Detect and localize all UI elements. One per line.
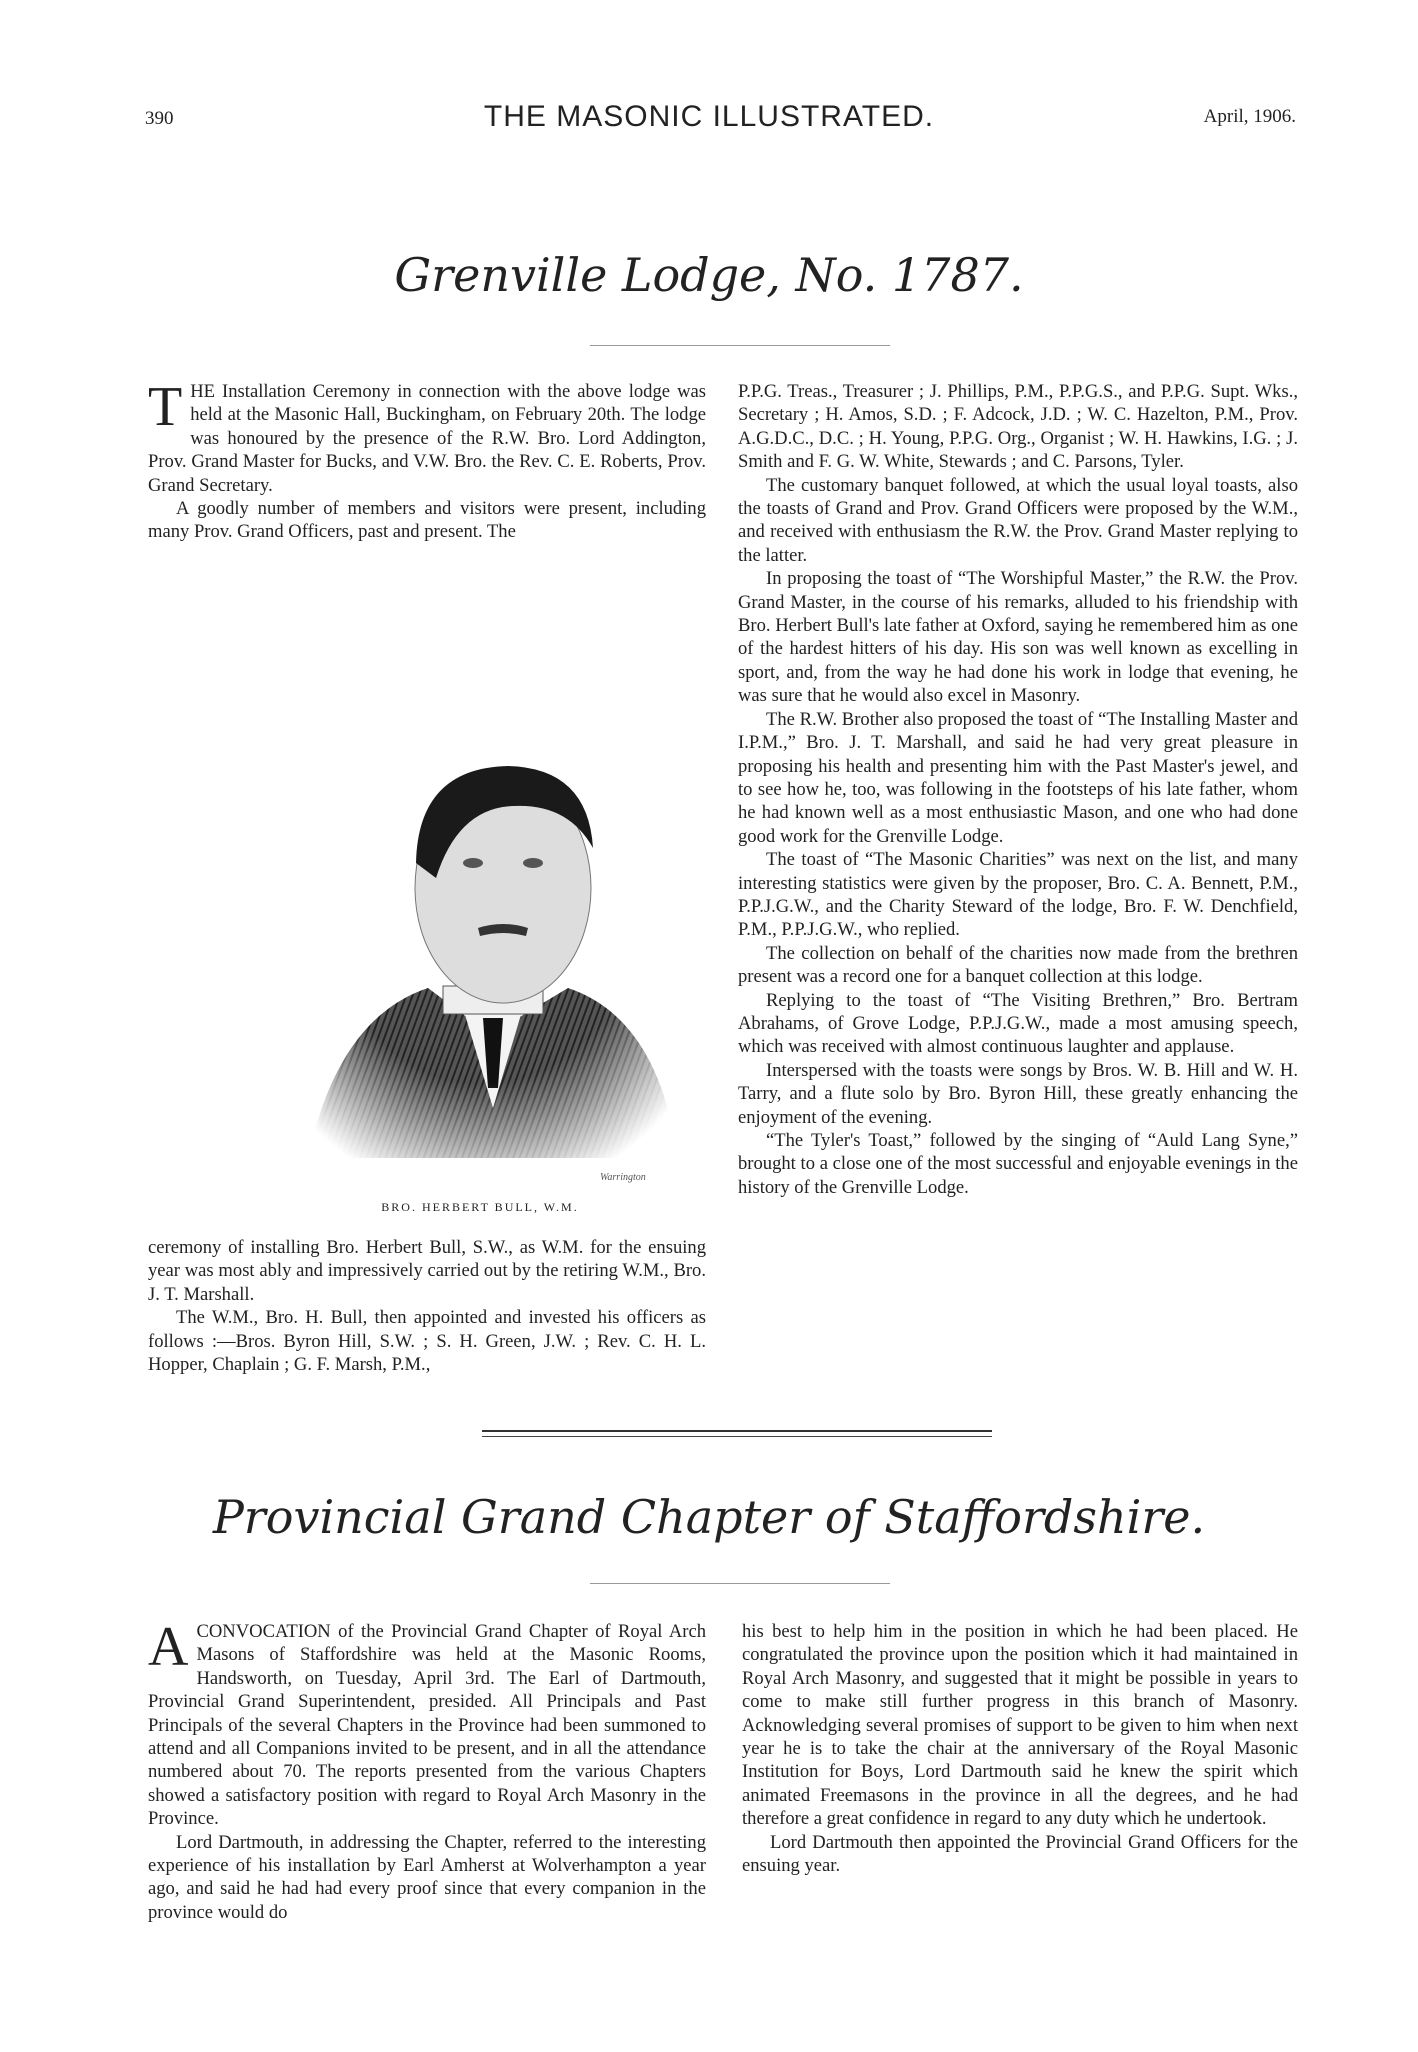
article2-right-column — [742, 1620, 1298, 1877]
article-title-staffordshire: Provincial Grand Chapter of Staffordshire. — [212, 1490, 1206, 1544]
article1-left-column-continued — [148, 1236, 706, 1376]
paragraph: P.P.G. Treas., Treasurer ; J. Phillips, P.M., P.P.G.S., and P.P.G. Supt. Wks., Secretary ; H. Amos, S.D. ; F. Adcock, J.D. ; W. C. Hazelton, P.M., Prov. A.G.D.C., D.C. ; H. Young, P.P.G. Org., Organist ; W. H. Hawkins, I.G. ; J. Smith and F. G. W. White, Stewards ; and C. Parsons, Tyler. — [738, 381, 1298, 473]
photographer-signature: Warrington — [600, 1172, 646, 1183]
paragraph: The W.M., Bro. H. Bull, then appointed and invested his officers as follows :—Bros. Byron Hill, S.W. ; S. H. Green, J.W. ; Rev. C. H. L. Hopper, Chaplain ; G. F. Marsh, P.M., — [148, 1307, 706, 1376]
paragraph: A goodly number of members and visitors were present, including many Prov. Grand Officers, past and present. The — [148, 498, 706, 543]
title-rule — [590, 345, 890, 346]
title-rule — [590, 1583, 890, 1584]
article-title-grenville: Grenville Lodge, No. 1787. — [394, 248, 1024, 302]
paragraph: Lord Dartmouth, in addressing the Chapter, referred to the interesting experience of his installation by Earl Amherst at Wolverhampton a year ago, and said he had had every proof since that every companion in the province would do — [148, 1831, 706, 1923]
paragraph: CONVOCATION of the Provincial Grand Chapter of Royal Arch Masons of Staffordshire was held at the Masonic Rooms, Handsworth, on Tuesday, April 3rd. The Earl of Dartmouth, Provincial Grand Superintendent, presided. All Principals and Past Principals of the several Chapters in the Province had been summoned to attend and all Companions invited to be present, and in all the attendance numbered about 70. The reports presented from the various Chapters showed a satisfactory position with regard to Royal Arch Masonry in the Province. — [148, 1621, 706, 1830]
paragraph: “The Tyler's Toast,” followed by the singing of “Auld Lang Syne,” brought to a close one of the most successful and enjoyable evenings in the history of the Grenville Lodge. — [738, 1130, 1298, 1198]
paragraph: The customary banquet followed, at which the usual loyal toasts, also the toasts of Grand and Prov. Grand Officers were proposed by the W.M., and received with enthusiasm the R.W. the Prov. Grand Master replying to the latter. — [738, 474, 1298, 566]
dropcap: T — [148, 376, 183, 438]
publication-title: THE MASONIC ILLUSTRATED. — [483, 100, 935, 133]
paragraph: ceremony of installing Bro. Herbert Bull, S.W., as W.M. for the ensuing year was most ably and impressively carried out by the retiring W.M., Bro. J. T. Marshall. — [148, 1237, 706, 1305]
paragraph: HE Installation Ceremony in connection with the above lodge was held at the Masonic Hall, Buckingham, on February 20th. The lodge was honoured by the presence of the R.W. Bro. Lord Addington, Prov. Grand Master for Bucks, and V.W. Bro. the Rev. C. E. Roberts, Prov. Grand Secretary. — [148, 381, 706, 496]
dropcap: A — [148, 1616, 189, 1678]
article2-left-column — [148, 1616, 706, 1924]
paragraph: In proposing the toast of “The Worshipful Master,” the R.W. the Prov. Grand Master, in the course of his remarks, alluded to his friendship with Bro. Herbert Bull's late father at Oxford, saying he remembered him as one of the hardest hitters of his day. His son was well known as excelling in sport, and, from the way he had done his work in lodge that evening, he was sure that he would also excel in Masonry. — [738, 568, 1298, 707]
photo-caption: BRO. HERBERT BULL, W.M. — [381, 1200, 579, 1214]
portrait-photo — [268, 688, 698, 1176]
paragraph: The R.W. Brother also proposed the toast of “The Installing Master and I.P.M.,” Bro. J. T. Marshall, and said he had very great pleasure in proposing his health and presenting him with the Past Master's jewel, and to see how he, too, was following in the footsteps of his late father, whom he had known well as a most enthusiastic Mason, and one who had done good work for the Grenville Lodge. — [738, 708, 1298, 847]
section-divider — [482, 1430, 992, 1432]
article1-right-column — [738, 380, 1298, 1199]
paragraph: Interspersed with the toasts were songs by Bros. W. B. Hill and W. H. Tarry, and a flute solo by Bro. Byron Hill, these greatly enhancing the enjoyment of the evening. — [738, 1059, 1298, 1128]
paragraph: The toast of “The Masonic Charities” was next on the list, and many interesting statistics were given by the proposer, Bro. C. A. Bennett, P.M., P.P.J.G.W., and the Charity Steward of the lodge, Bro. F. W. Denchfield, P.M., P.P.J.G.W., who replied. — [738, 849, 1298, 941]
paragraph: his best to help him in the position in which he had been placed. He congratulated the province upon the position which it had maintained in Royal Arch Masonry, and suggested that it might be possible in years to come to make still further progress in this branch of Masonry. Acknowledging several promises of support to be given to him when next year he is to take the chair at the anniversary of the Royal Masonic Institution for Boys, Lord Dartmouth said he knew the spirit which animated Freemasons in the province in all the degrees, and he had therefore a great confidence in regard to any duty which he undertook. — [742, 1621, 1298, 1830]
paragraph: Replying to the toast of “The Visiting Brethren,” Bro. Bertram Abrahams, of Grove Lodge, P.P.J.G.W., made a most amusing speech, which was received with almost continuous laughter and applause. — [738, 989, 1298, 1058]
section-divider — [482, 1436, 992, 1437]
paragraph: The collection on behalf of the charities now made from the brethren present was a record one for a banquet collection at this lodge. — [738, 942, 1298, 988]
paragraph: Lord Dartmouth then appointed the Provincial Grand Officers for the ensuing year. — [742, 1831, 1298, 1877]
issue-date: April, 1906. — [1203, 106, 1296, 127]
page-number: 390 — [145, 108, 174, 129]
article1-left-column — [148, 376, 706, 544]
